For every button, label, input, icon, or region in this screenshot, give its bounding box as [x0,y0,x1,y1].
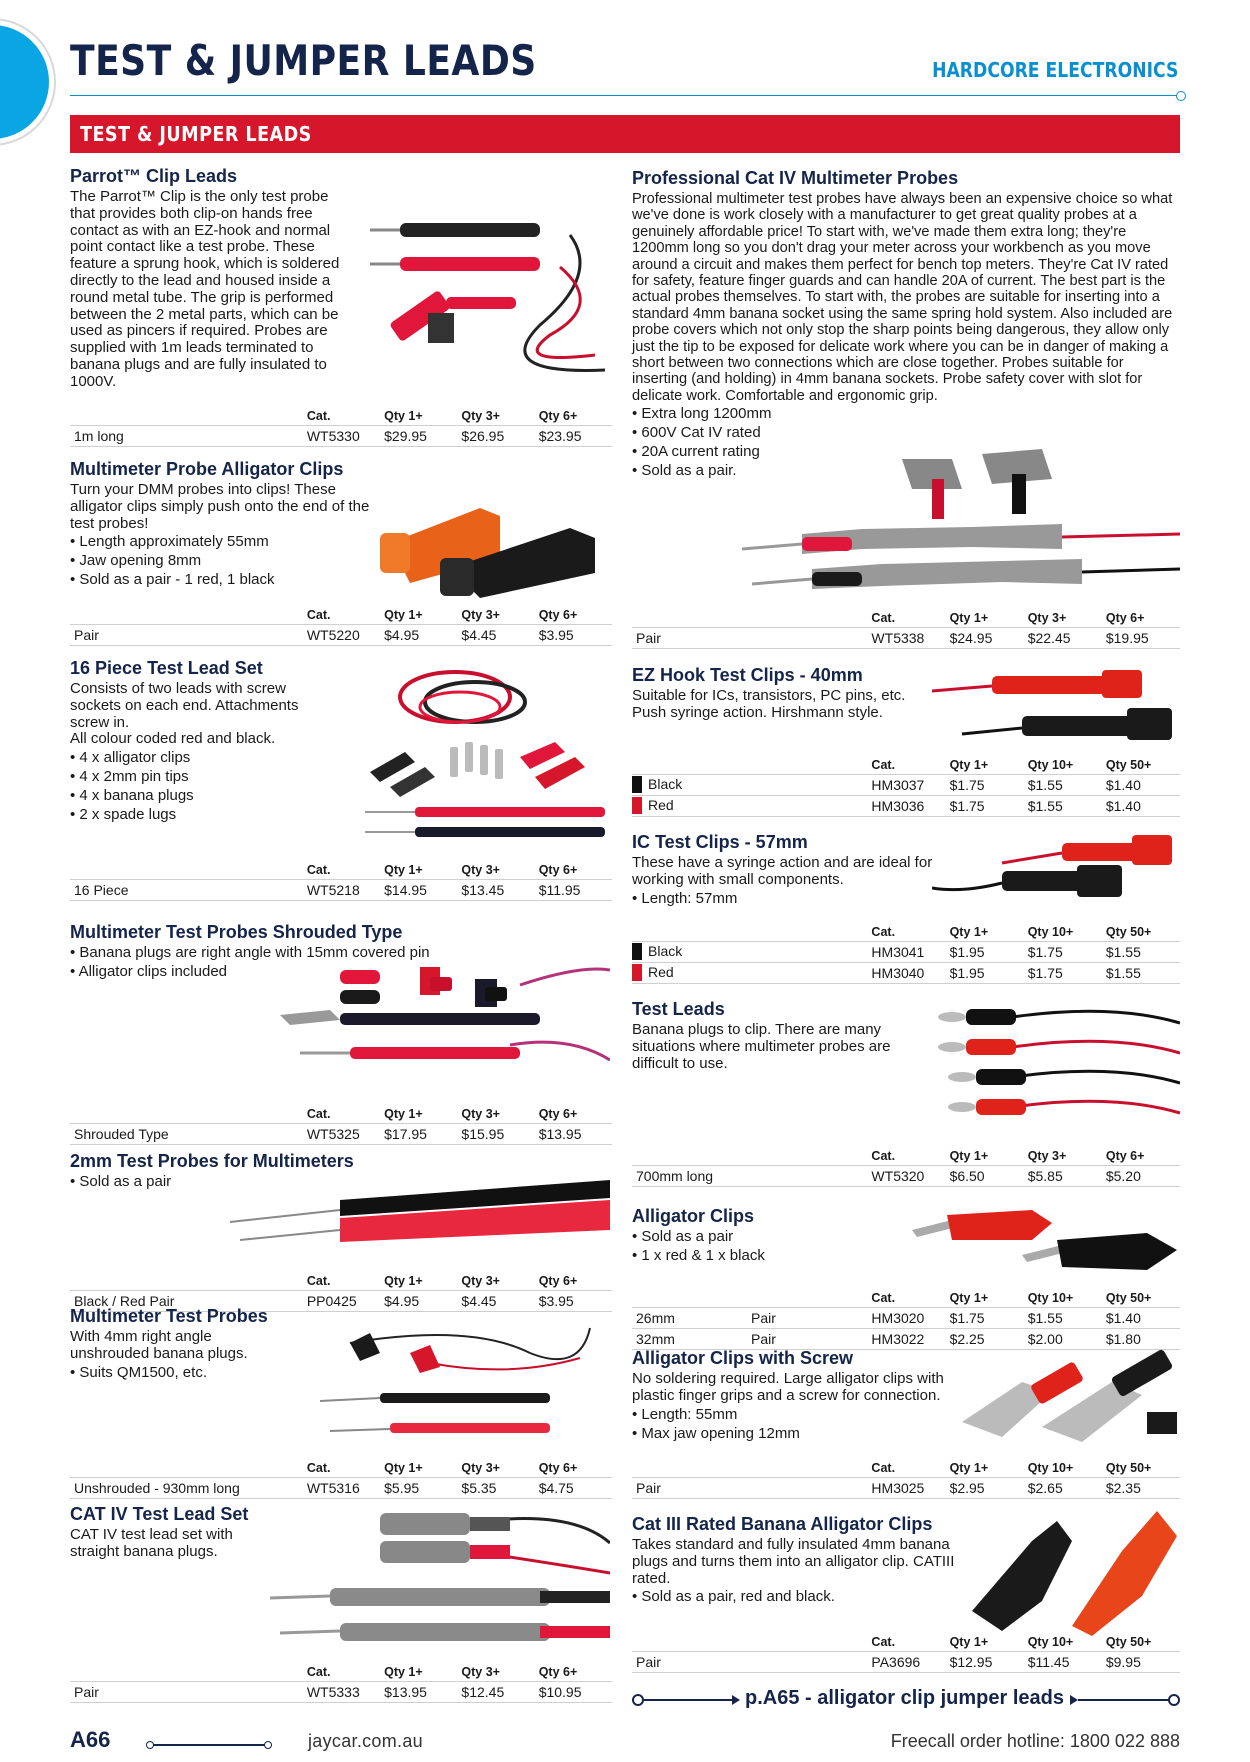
color-swatch-red [632,797,642,814]
feature-list: • Length: 55mm • Max jaw opening 12mm [632,1405,1180,1443]
table-row: Pair PA3696 $12.95 $11.45 $9.95 [632,1651,1180,1672]
product-description: With 4mm right angle unshrouded banana plugs. [70,1328,248,1362]
table-row: Red HM3036 $1.75 $1.55 $1.40 [632,795,1180,816]
product-description: Consists of two leads with screw sockets on each end. Attachments screw in. All colour coded red and black. [70,680,299,748]
table-row: Unshrouded - 930mm long WT5316 $5.95 $5.35 $4.75 [70,1477,612,1498]
col-header-qty6: Qty 6+ [538,408,578,423]
product-title: Multimeter Test Probes Shrouded Type [70,922,403,942]
price-table: Cat. Qty 1+ Qty 3+ Qty 6+ Pair WT5333 $13.95 $12.45 $10.95 [70,1663,612,1703]
section-bar [70,115,1180,153]
product-parrot-clip-leads [70,165,612,450]
table-row: Black HM3041 $1.95 $1.75 $1.55 [632,941,1180,962]
table-row: Black / Red Pair PP0425 $4.95 $4.45 $3.95 [70,1290,612,1311]
product-ic-test-clips [632,831,1180,991]
col-header-qty3: Qty 3+ [461,408,500,423]
price-table [70,407,612,447]
price-table: Cat. Qty 1+ Qty 3+ Qty 6+ Pair WT5338 $24.95 $22.45 $19.95 [632,609,1180,649]
col-header-qty1: Qty 1+ [384,408,423,423]
website-link[interactable]: jaycar.com.au [308,1731,423,1751]
product-image-2mm [230,1170,610,1255]
arrow-right-icon [1070,1695,1078,1705]
product-description: No soldering required. Large alligator clips with plastic finger grips and a screw for connection. [632,1370,944,1404]
product-description: Banana plugs to clip. There are many situations where multimeter probes are difficult to use. [632,1021,891,1072]
product-image-alligator-screw [962,1347,1180,1447]
product-title: Multimeter Test Probes [70,1306,268,1326]
table-row: Pair WT5220 $4.95 $4.45 $3.95 [70,624,612,645]
page-title: TEST & JUMPER LEADS [70,36,537,85]
product-title: Multimeter Probe Alligator Clips [70,459,344,479]
price-table: Cat. Qty 1+ Qty 10+ Qty 50+ Black HM3041 $1.95 $1.75 $1.55 Red HM3040 $1.95 $1.75 $1.55 [632,923,1180,984]
feature-list: • Sold as a pair, red and black. [632,1587,1180,1606]
price-table: Cat. Qty 1+ Qty 10+ Qty 50+ Pair PA3696 $12.95 $11.45 $9.95 [632,1633,1180,1673]
product-image-ic-clips [932,823,1180,923]
table-row: 1m long WT5330 $29.95 $26.95 $23.95 [70,425,612,446]
product-cat4-lead-set [70,1503,612,1703]
product-title: Parrot™ Clip Leads [70,166,238,186]
price-table: Cat. Qty 1+ Qty 3+ Qty 6+ 700mm long WT5320 $6.50 $5.85 $5.20 [632,1147,1180,1187]
product-test-leads [632,998,1180,1188]
product-description: Suitable for ICs, transistors, PC pins, etc. Push syringe action. Hirshmann style. [632,687,906,721]
arrow-right-icon [732,1695,740,1705]
page-number: A66 [70,1727,111,1752]
table-row: 32mm Pair HM3022 $2.25 $2.00 $1.80 [632,1328,1180,1349]
col-header-cat: Cat. [306,408,331,423]
table-row: Black HM3037 $1.75 $1.55 $1.40 [632,774,1180,795]
product-image-alligator-probe [370,488,610,598]
color-swatch-black [632,943,642,960]
parrot-probes-illustration [370,205,610,375]
product-description: The Parrot™ Clip is the only test probe that provides both clip-on hands free contact as with an EZ-hook and normal point contact like a test probe. These feature a sprung hook, which is soldered directly to the lead and housed inside a round metal tube. The grip is performed between the 2 metal parts, which can be used as pincers if required. Probes are supplied with 1m leads terminated to banana plugs and are fully insulated to 1000V. [70,188,340,390]
feature-list: • Length: 57mm [632,889,1180,908]
product-title: 16 Piece Test Lead Set [70,658,263,678]
table-row: Red HM3040 $1.95 $1.75 $1.55 [632,962,1180,983]
cross-reference-text[interactable]: p.A65 - alligator clip jumper leads [745,1687,1064,1709]
circle-icon [632,1694,644,1706]
product-title: EZ Hook Test Clips - 40mm [632,665,863,685]
feature-list: • Sold as a pair • 1 x red & 1 x black [632,1227,1180,1265]
table-row: Shrouded Type WT5325 $17.95 $15.95 $13.95 [70,1123,612,1144]
product-image-cat3-banana [962,1501,1180,1636]
product-title: Alligator Clips with Screw [632,1348,854,1368]
cross-reference-link[interactable] [632,1688,1180,1712]
product-alligator-clips [632,1205,1180,1347]
product-cat3-banana-alligator [632,1513,1180,1673]
feature-list: • Banana plugs are right angle with 15mm covered pin • Alligator clips included [70,943,612,981]
product-image-16-piece [360,657,610,852]
color-swatch-red [632,964,642,981]
product-image-ez-hook [932,656,1180,756]
table-row: 16 Piece WT5218 $14.95 $13.45 $11.95 [70,879,612,900]
product-image-cat4-set [270,1503,610,1663]
hotline-text: Freecall order hotline: 1800 022 888 [890,1731,1180,1751]
product-pro-cat4-probes [632,167,1180,652]
feature-list: • Length approximately 55mm • Jaw opening 8mm • Sold as a pair - 1 red, 1 black [70,532,612,589]
product-2mm-probes [70,1150,612,1310]
table-row: Pair WT5333 $13.95 $12.45 $10.95 [70,1681,612,1702]
product-image-mm-probes [290,1323,610,1458]
feature-list: • Suits QM1500, etc. [70,1363,612,1382]
circle-icon [1168,1694,1180,1706]
product-title: IC Test Clips - 57mm [632,832,808,852]
table-row: 26mm Pair HM3020 $1.75 $1.55 $1.40 [632,1307,1180,1328]
product-description: Turn your DMM probes into clips! These alligator clips simply push onto the end of the test probes! [70,481,370,532]
product-title: Alligator Clips [632,1206,755,1226]
price-table: Cat. Qty 1+ Qty 10+ Qty 50+ Black HM3037 $1.75 $1.55 $1.40 Red HM3036 $1.75 $1.55 $1.40 [632,756,1180,817]
section-title: TEST & JUMPER LEADS [80,122,312,146]
product-image-parrot [370,205,610,375]
product-16-piece-set [70,657,612,902]
product-description: These have a syringe action and are ideal for working with small components. [632,854,933,888]
product-title: Cat III Rated Banana Alligator Clips [632,1514,933,1534]
product-title: 2mm Test Probes for Multimeters [70,1151,354,1171]
product-image-shrouded [280,965,610,1085]
product-description: CAT IV test lead set with straight banana plugs. [70,1526,233,1560]
header-rule [70,95,1180,96]
product-title: Professional Cat IV Multimeter Probes [632,168,959,188]
product-ez-hook-clips [632,664,1180,819]
product-description: Takes standard and fully insulated 4mm banana plugs and turns them into an alligator clip. CATIII rated. [632,1536,955,1587]
price-table: Cat. Qty 1+ Qty 3+ Qty 6+ 16 Piece WT5218 $14.95 $13.45 $11.95 [70,861,612,901]
brand-label: HARDCORE ELECTRONICS [931,58,1178,82]
product-title: CAT IV Test Lead Set [70,1504,249,1524]
product-title: Test Leads [632,999,725,1019]
product-image-alligator [912,1205,1180,1280]
table-row: Pair HM3025 $2.95 $2.65 $2.35 [632,1477,1180,1498]
page-tab-marker [0,20,54,144]
product-alligator-screw [632,1347,1180,1507]
product-probe-alligator-clips [70,458,612,643]
footer-divider [150,1744,268,1746]
product-shrouded-probes [70,921,612,1142]
price-table: Cat. Qty 1+ Qty 3+ Qty 6+ Black / Red Pair PP0425 $4.95 $4.45 $3.95 [70,1272,612,1312]
price-table: Cat. Qty 1+ Qty 3+ Qty 6+ Unshrouded - 930mm long WT5316 $5.95 $5.35 $4.75 [70,1459,612,1499]
color-swatch-black [632,776,642,793]
feature-list: • Sold as a pair [70,1172,612,1191]
price-table: Cat. Qty 1+ Qty 10+ Qty 50+ 26mm Pair HM3020 $1.75 $1.55 $1.40 32mm Pair HM3022 $2.25 $2.00 $1.80 [632,1289,1180,1350]
product-multimeter-probes [70,1305,612,1500]
product-image-test-leads [932,1003,1180,1133]
feature-list: • Extra long 1200mm • 600V Cat IV rated • 20A current rating • Sold as a pair. [632,404,1180,480]
price-table: Cat. Qty 1+ Qty 3+ Qty 6+ Shrouded Type WT5325 $17.95 $15.95 $13.95 [70,1105,612,1145]
feature-list: • 4 x alligator clips • 4 x 2mm pin tips • 4 x banana plugs • 2 x spade lugs [70,748,612,824]
table-row: 700mm long WT5320 $6.50 $5.85 $5.20 [632,1165,1180,1186]
price-table: Cat. Qty 1+ Qty 3+ Qty 6+ Pair WT5220 $4.95 $4.45 $3.95 [70,606,612,646]
product-image-pro-cat4 [742,429,1180,599]
product-description: Professional multimeter test probes have always been an expensive choice so what we've done is work closely with a manufacturer to get great quality probes at a genuinely affordable price! To start with, we've made them extra long; they're 1200mm long so you don't drag your meter across your workbench as you move around a circuit and makes them perfect for bench top meters. They're Cat IV rated for safety, feature finger guards and can handle 20A of current. The best part is the actual probes themselves. To start with, the probes are suitable for inserting into a standard 4mm banana socket using the same spring hold system. Also included are probe covers which not only stop the sharp points being dangerous, they allow only just the tip to be exposed for delicate work where you can be in danger of making a short between two connections which are close together. Probes suitable for inserting (and holding) in 4mm banana sockets. Probe safety cover with slot for delicate work. Comfortable and ergonomic grip. [632,191,1173,404]
table-row: Pair WT5338 $24.95 $22.45 $19.95 [632,627,1180,648]
price-table: Cat. Qty 1+ Qty 10+ Qty 50+ Pair HM3025 $2.95 $2.65 $2.35 [632,1459,1180,1499]
